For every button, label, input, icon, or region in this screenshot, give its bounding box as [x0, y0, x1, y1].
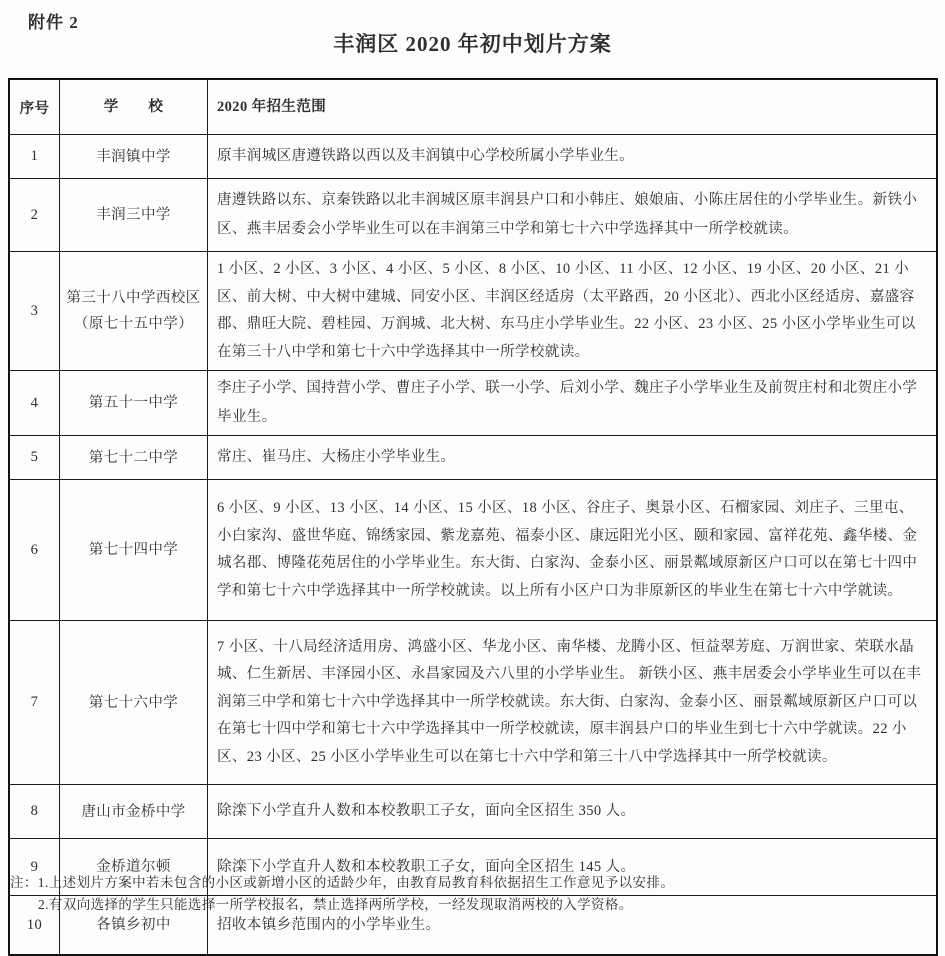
header-no: 序号: [9, 79, 60, 135]
table-row: [9, 436, 937, 480]
row-no: 2: [9, 179, 60, 252]
row-school: 第五十一中学: [60, 371, 208, 436]
footnote-1: 注：1.上述划片方案中若未包含的小区或新增小区的适龄少年，由教育局教育科依据招生工作意见予以安排。: [10, 875, 675, 890]
page-title: 丰润区 2020 年初中划片方案: [333, 32, 612, 56]
row-scope: 除滦下小学直升人数和本校教职工子女，面向全区招生 350 人。: [208, 785, 938, 839]
row-scope: 唐遵铁路以东、京秦铁路以北丰润城区原丰润县户口和小韩庄、娘娘庙、小陈庄居住的小学毕业生。新铁小区、燕丰居委会小学毕业生可以在丰润第三中学和第七十六中学选择其中一所学校就读。: [208, 179, 938, 252]
table-header: [9, 79, 937, 135]
table-row: [9, 179, 937, 252]
row-scope: 招收本镇乡范围内的小学毕业生。: [208, 896, 938, 956]
row-school: 第三十八中学西校区（原七十五中学）: [60, 252, 208, 371]
table-row: [9, 480, 937, 621]
row-scope: 原丰润城区唐遵铁路以西以及丰润镇中心学校所属小学毕业生。: [208, 135, 938, 179]
attachment-label: 附件 2: [28, 13, 79, 32]
row-no: 6: [9, 480, 60, 621]
row-scope: 常庄、崔马庄、大杨庄小学毕业生。: [208, 436, 938, 480]
table-row: [9, 252, 937, 371]
row-scope: 7 小区、十八局经济适用房、鸿盛小区、华龙小区、南华楼、龙腾小区、恒益翠芳庭、万润世家、荣联水晶城、仁生新居、丰泽园小区、永昌家园及六八里的小学毕业生。 新铁小区、燕丰居委会小学毕业生可以在丰润第三中学和第七十六中学选择其中一所学校就读。东大街、白家沟、金泰小区、丽景粼域原新区户口可以在第七十四中学和第七十六中学选择其中一所学校就读，原丰润县户口的毕业生到七十六中学就读。22 小区、23 小区、25 小区小学毕业生可以在第七十六中学和第三十八中学选择其中一所学校就读。: [208, 621, 938, 785]
row-scope: 1 小区、2 小区、3 小区、4 小区、5 小区、8 小区、10 小区、11 小区、12 小区、19 小区、20 小区、21 小区、前大树、中大树中建城、同安小区、丰润区经适房（太平路西，20 小区北）、西北小区经适房、嘉盛容郡、鼎旺大院、碧桂园、万润城、北大树、东马庄小学毕业生。22 小区、23 小区、25 小区小学毕业生可以在第三十八中学和第七十六中学选择其中一所学校就读。: [208, 252, 938, 371]
row-no: 10: [9, 896, 60, 956]
row-school: 第七十四中学: [60, 480, 208, 621]
footnote-2: 2.有双向选择的学生只能选择一所学校报名，禁止选择两所学校，一经发现取消两校的入学资格。: [38, 897, 633, 912]
row-scope: 除滦下小学直升人数和本校教职工子女，面向全区招生 145 人。: [208, 839, 938, 896]
row-no: 7: [9, 621, 60, 785]
row-scope: 李庄子小学、国持营小学、曹庄子小学、联一小学、后刘小学、魏庄子小学毕业生及前贺庄村和北贺庄小学毕业生。: [208, 371, 938, 436]
row-school: 金桥道尔顿: [60, 839, 208, 896]
header-scope: 2020 年招生范围: [208, 79, 938, 135]
header-school: 学 校: [60, 79, 208, 135]
row-no: 3: [9, 252, 60, 371]
table-row: [9, 135, 937, 179]
row-no: 1: [9, 135, 60, 179]
zoning-table: [8, 78, 938, 956]
row-school: 第七十六中学: [60, 621, 208, 785]
row-school: 各镇乡初中: [60, 896, 208, 956]
header-row: [9, 79, 937, 135]
row-no: 8: [9, 785, 60, 839]
row-no: 5: [9, 436, 60, 480]
row-school: 第七十二中学: [60, 436, 208, 480]
row-no: 4: [9, 371, 60, 436]
row-no: 9: [9, 839, 60, 896]
table-row: [9, 371, 937, 436]
row-school: 丰润镇中学: [60, 135, 208, 179]
footnotes: [10, 872, 937, 916]
table-row: [9, 621, 937, 785]
row-school: 丰润三中学: [60, 179, 208, 252]
row-school: 唐山市金桥中学: [60, 785, 208, 839]
table-row: [9, 785, 937, 839]
row-scope: 6 小区、9 小区、13 小区、14 小区、15 小区、18 小区、谷庄子、奥景小区、石榴家园、刘庄子、三里屯、小白家沟、盛世华庭、锦绣家园、紫龙嘉苑、福泰小区、康远阳光小区、颐和家园、富祥花苑、鑫华楼、金城名郡、博隆花苑居住的小学毕业生。东大街、白家沟、金泰小区、丽景粼域原新区户口可以在第七十四中学和第七十六中学选择其中一所学校就读。以上所有小区户口为非原新区的毕业生在第七十六中学就读。: [208, 480, 938, 621]
